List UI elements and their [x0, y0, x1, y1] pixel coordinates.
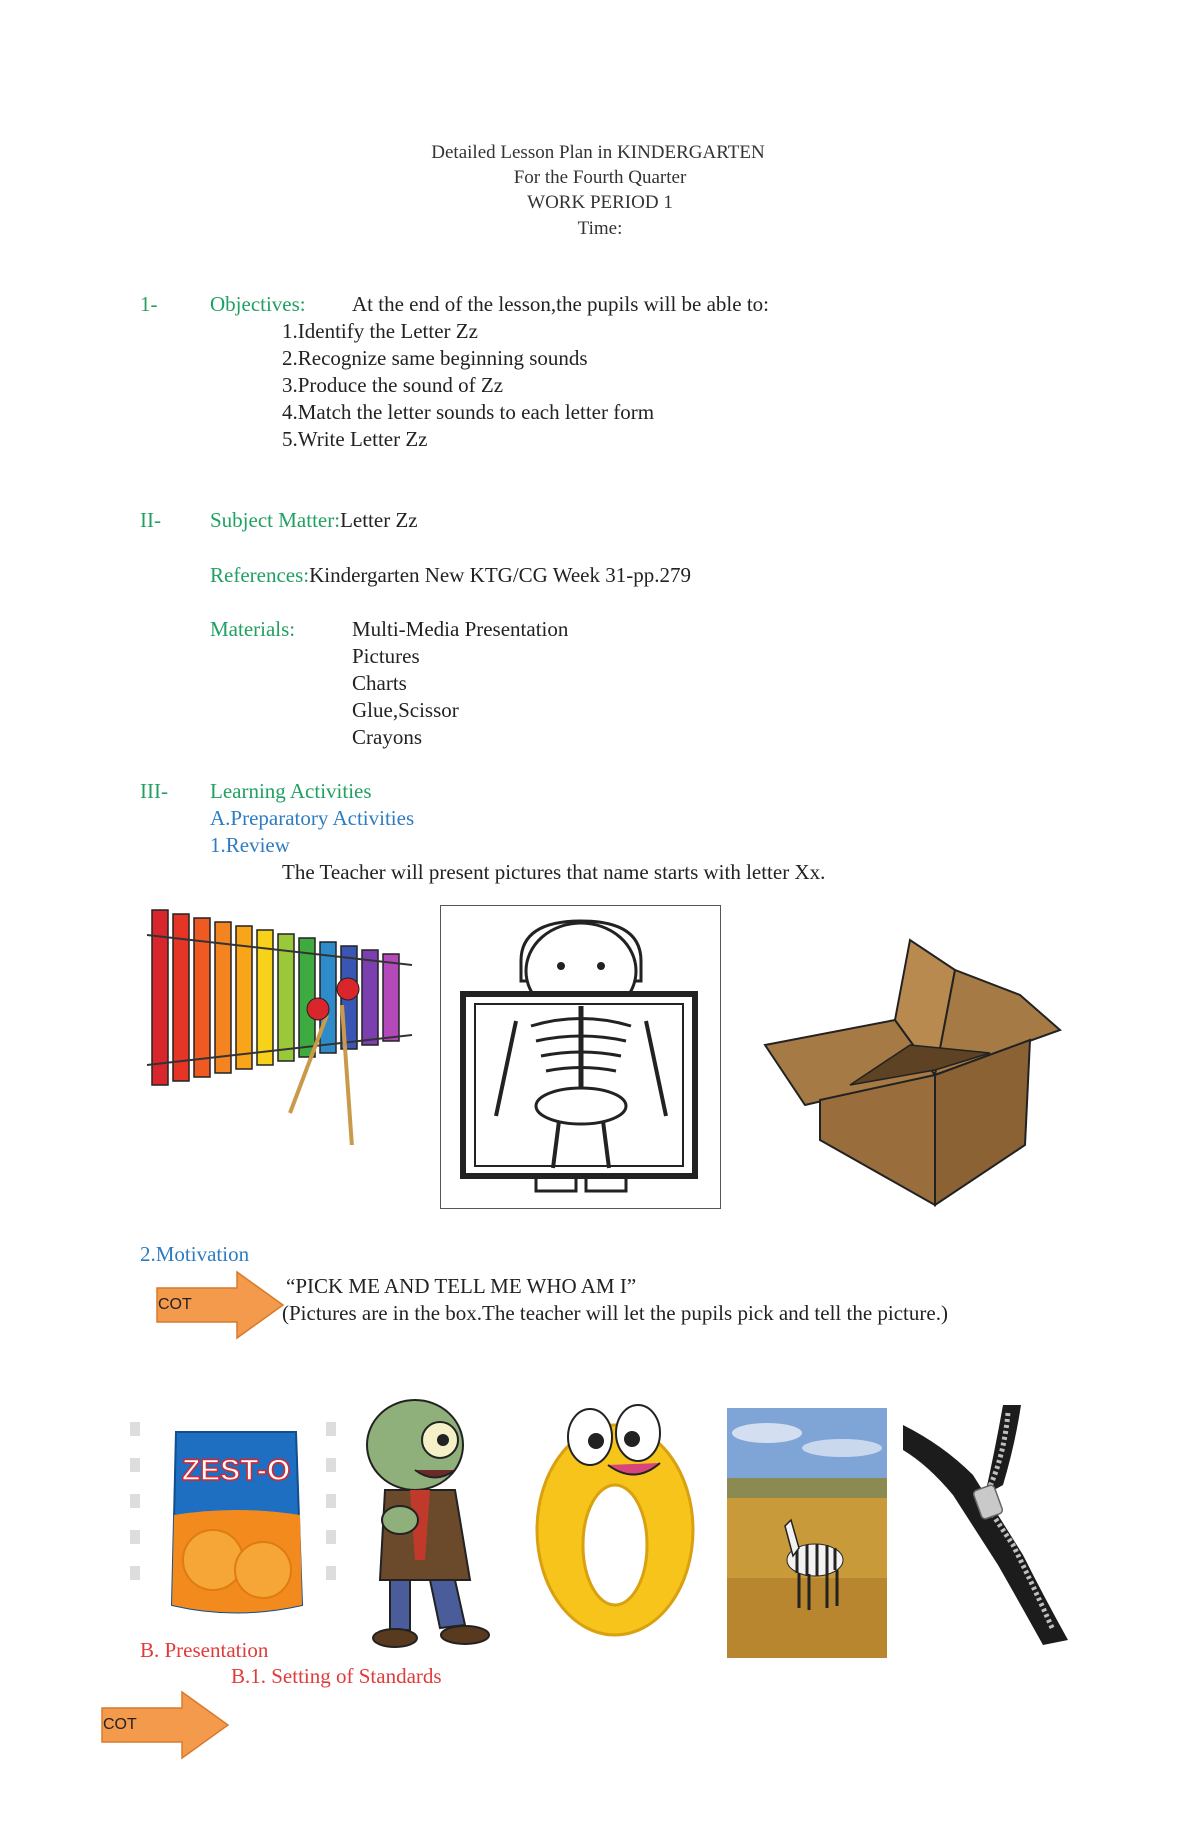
material-item: Multi-Media Presentation [352, 617, 569, 641]
standards-heading: B.1. Setting of Standards [231, 1664, 442, 1688]
zombie-picture [345, 1390, 520, 1650]
preparatory-heading: A.Preparatory Activities [210, 806, 415, 830]
objective-item: 3.Produce the sound of Zz [282, 373, 504, 397]
xylophone-picture [142, 905, 427, 1145]
material-item: Crayons [352, 725, 422, 749]
doc-work-period: WORK PERIOD 1 [527, 192, 673, 213]
materials-label: Materials: [210, 617, 296, 641]
cot-label: COT [103, 1716, 137, 1733]
zero-picture [530, 1395, 700, 1640]
cot-label: COT [158, 1296, 192, 1313]
zesto-brand: ZEST-O [181, 1454, 291, 1487]
motivation-text: (Pictures are in the box.The teacher will let the pupils pick and tell the picture.) [282, 1301, 948, 1325]
material-item: Charts [352, 671, 407, 695]
objective-item: 1.Identify the Letter Zz [282, 319, 478, 343]
presentation-heading: B. Presentation [140, 1638, 269, 1662]
zesto-picture [128, 1420, 340, 1630]
references-label: References: [210, 563, 310, 587]
objectives-number: 1- [140, 292, 158, 316]
motivation-title: “PICK ME AND TELL ME WHO AM I” [286, 1274, 637, 1298]
motivation-heading: 2.Motivation [140, 1242, 250, 1266]
objectives-intro: At the end of the lesson,the pupils will be able to: [352, 292, 770, 316]
activities-label: Learning Activities [210, 779, 372, 803]
objectives-label: Objectives: [210, 292, 306, 316]
box-picture [760, 935, 1065, 1210]
review-text: The Teacher will present pictures that name starts with letter Xx. [282, 860, 826, 884]
objective-item: 5.Write Letter Zz [282, 427, 428, 451]
subject-value: Letter Zz [340, 508, 418, 532]
x-ray-drawing [441, 906, 720, 1208]
references-value: Kindergarten New KTG/CG Week 31-pp.279 [309, 563, 691, 587]
objective-item: 4.Match the letter sounds to each letter form [282, 400, 655, 424]
activities-number: III- [140, 779, 168, 803]
zebra-picture [727, 1408, 887, 1658]
review-heading: 1.Review [210, 833, 290, 857]
doc-title: Detailed Lesson Plan in KINDERGARTEN [431, 142, 765, 163]
material-item: Pictures [352, 644, 420, 668]
xylophone-bars [152, 910, 399, 1085]
references-line [210, 563, 691, 588]
doc-time: Time: [577, 218, 623, 239]
objective-item: 2.Recognize same beginning sounds [282, 346, 588, 370]
subject-number: II- [140, 508, 161, 532]
x-ray-picture [440, 905, 721, 1209]
material-item: Glue,Scissor [352, 698, 459, 722]
zipper-picture [903, 1405, 1088, 1650]
subject-label: Subject Matter: [210, 508, 341, 532]
doc-quarter: For the Fourth Quarter [513, 167, 687, 188]
subject-line [210, 508, 418, 533]
